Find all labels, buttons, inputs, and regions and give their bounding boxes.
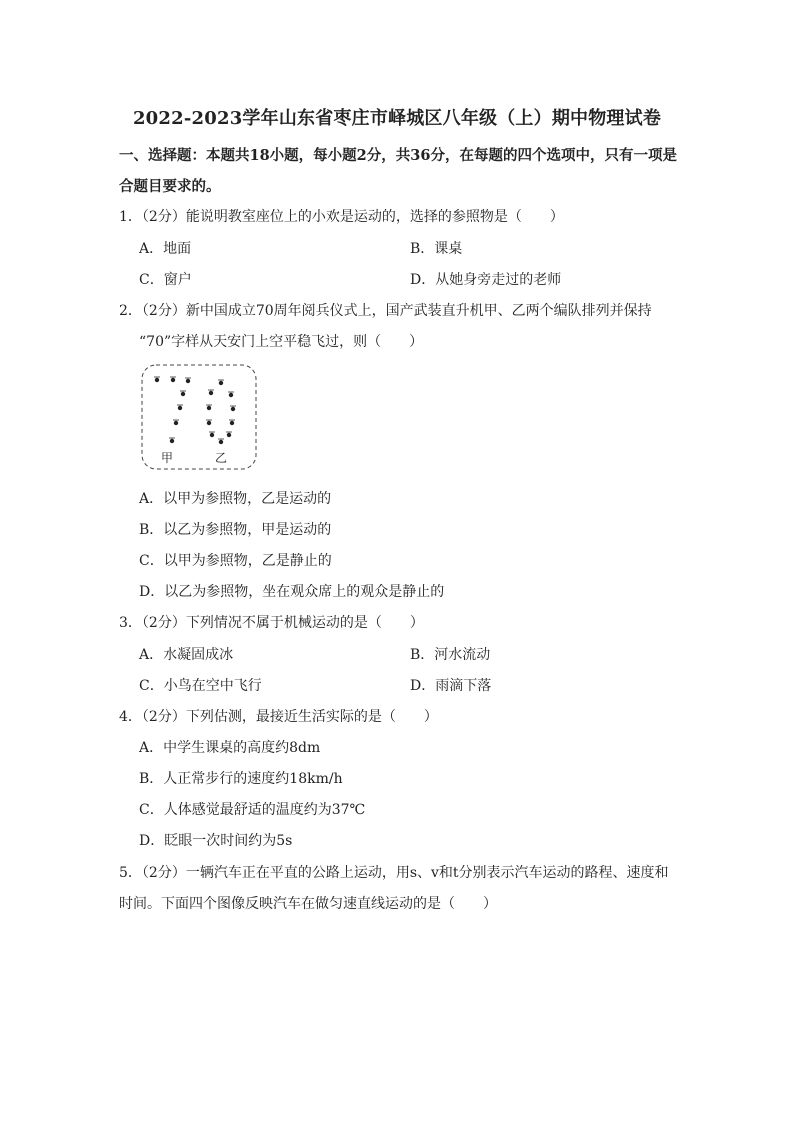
- question-2-option-c: C．以甲为参照物，乙是静止的: [139, 553, 332, 569]
- label-jia: 甲: [161, 451, 174, 465]
- helicopter-icon: [181, 392, 185, 396]
- helicopter-icon: [207, 406, 211, 410]
- formation-svg: [139, 363, 259, 473]
- helicopter-icon: [229, 393, 233, 397]
- question-2-option-a: A．以甲为参照物，乙是运动的: [139, 491, 332, 507]
- question-4-stem: 4．（2分）下列估测，最接近生活实际的是（ ）: [119, 709, 438, 725]
- helicopter-icon: [210, 433, 214, 437]
- helicopter-icon: [174, 421, 178, 425]
- helicopter-icon: [227, 433, 231, 437]
- question-1-option-c: C．窗户: [139, 272, 192, 288]
- question-1-option-b: B．课桌: [410, 241, 463, 257]
- question-5-stem-continued: 时间。下面四个图像反映汽车在做匀速直线运动的是（ ）: [119, 896, 497, 912]
- question-3-option-d: D．雨滴下落: [410, 678, 492, 694]
- helicopter-icon: [209, 391, 213, 395]
- helicopter-icon: [186, 379, 190, 383]
- question-4-option-a: A．中学生课桌的高度约8dm: [139, 740, 321, 756]
- question-4-option-c: C．人体感觉最舒适的温度约为37℃: [139, 802, 366, 818]
- question-3-option-c: C．小鸟在空中飞行: [139, 678, 262, 694]
- question-2-stem: 2．（2分）新中国成立70周年阅兵仪式上，国产武装直升机甲、乙两个编队排列并保持: [119, 303, 652, 319]
- question-1-option-a: A．地面: [139, 241, 192, 257]
- section-heading: 一、选择题：本题共18小题，每小题2分，共36分，在每题的四个选项中，只有一项是合题目要求的。: [119, 147, 677, 195]
- helicopter-icon: [219, 440, 223, 444]
- helicopter-icon: [170, 439, 174, 443]
- helicopter-icon: [171, 378, 175, 382]
- question-3-stem: 3．（2分）下列情况不属于机械运动的是（ ）: [119, 615, 424, 631]
- question-3-option-b: B．河水流动: [410, 647, 491, 663]
- helicopter-icon: [155, 378, 159, 382]
- helicopter-icon: [178, 406, 182, 410]
- question-4-option-d: D．眨眼一次时间约为5s: [139, 833, 293, 849]
- helicopter-icon: [230, 421, 234, 425]
- helicopter-icon: [219, 381, 223, 385]
- question-2-stem-continued: “70”字样从天安门上空平稳飞过，则（ ）: [139, 334, 424, 350]
- question-5-stem: 5．（2分）一辆汽车正在平直的公路上运动，用s、v和t分别表示汽车运动的路程、速度和: [119, 865, 669, 881]
- helicopter-icon: [231, 407, 235, 411]
- helicopter-icons: [155, 378, 235, 444]
- helicopter-icon: [207, 421, 211, 425]
- label-yi: 乙: [215, 451, 228, 465]
- page-title: 2022-2023学年山东省枣庄市峄城区八年级（上）期中物理试卷: [132, 108, 662, 129]
- question-4-option-b: B．人正常步行的速度约18km/h: [139, 771, 343, 787]
- question-3-option-a: A．水凝固成冰: [139, 647, 234, 663]
- question-1-option-d: D．从她身旁走过的老师: [410, 272, 562, 288]
- rotor-marks: [154, 377, 236, 439]
- question-2-option-d: D．以乙为参照物，坐在观众席上的观众是静止的: [139, 584, 445, 600]
- question-1-stem: 1．（2分）能说明教室座位上的小欢是运动的，选择的参照物是（ ）: [119, 209, 564, 225]
- question-2-option-b: B．以乙为参照物，甲是运动的: [139, 522, 332, 538]
- helicopter-formation-figure: [139, 363, 259, 473]
